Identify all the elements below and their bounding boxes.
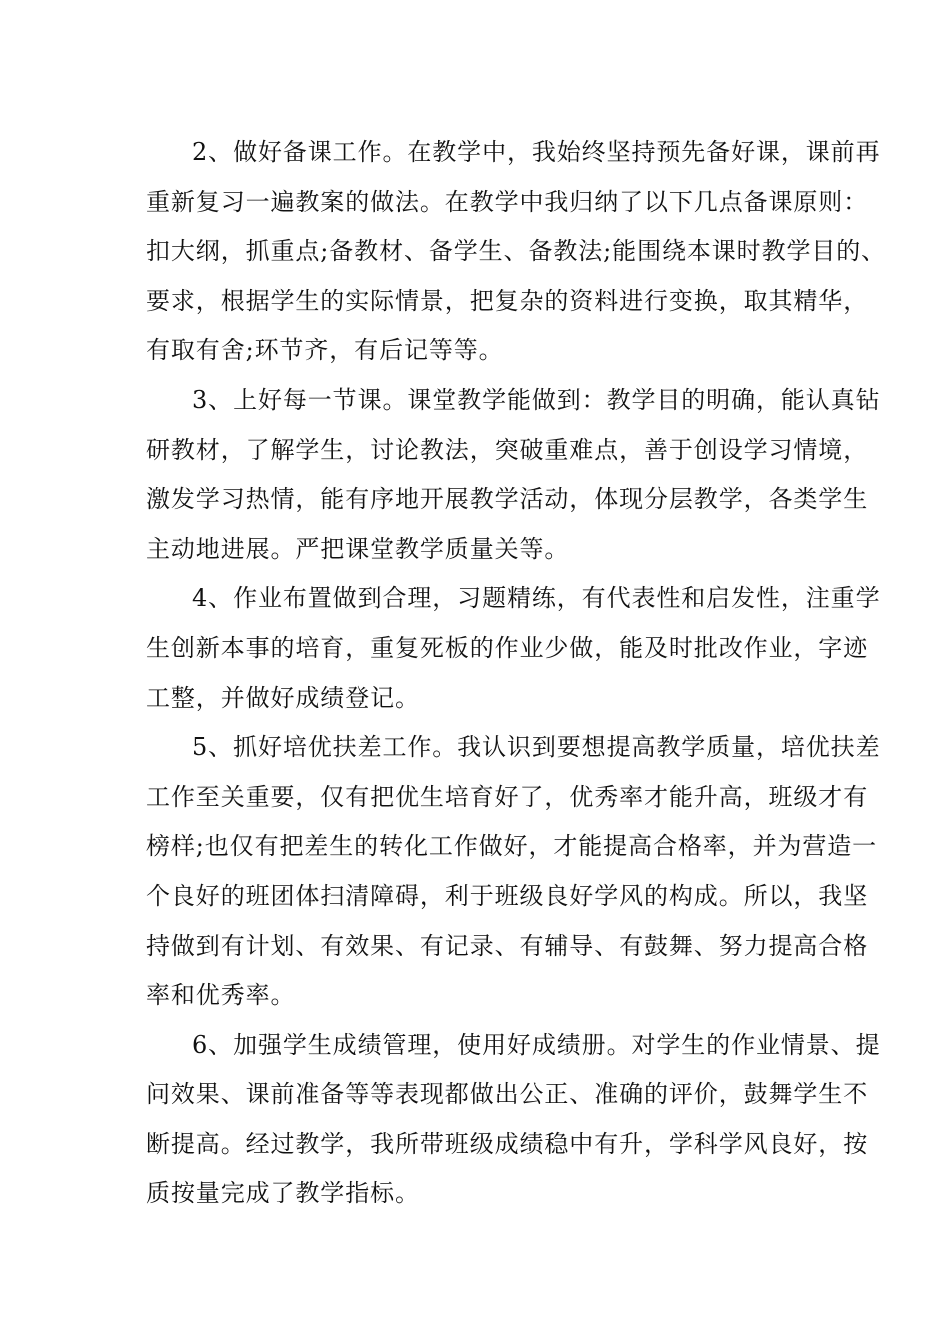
paragraph-4-line-2: 生创新本事的培育，重复死板的作业少做，能及时批改作业，字迹	[146, 633, 869, 662]
paragraph-2-line-3: 扣大纲，抓重点;备教材、备学生、备教法;能围绕本课时教学目的、	[146, 237, 887, 266]
paragraph-6-line-4: 质按量完成了教学指标。	[146, 1179, 420, 1208]
paragraph-2-line-1: 2、做好备课工作。在教学中，我始终坚持预先备好课，课前再	[192, 138, 881, 166]
paragraph-3-line-3: 激发学习热情，能有序地开展教学活动，体现分层教学，各类学生	[146, 485, 869, 514]
paragraph-2-line-2: 重新复习一遍教案的做法。在教学中我归纳了以下几点备课原则：	[146, 187, 869, 216]
paragraph-5-line-3: 榜样;也仅有把差生的转化工作做好，才能提高合格率，并为营造一	[146, 832, 878, 861]
paragraph-2-line-5: 有取有舍;环节齐，有后记等等。	[146, 336, 504, 365]
paragraph-4-line-1: 4、作业布置做到合理，习题精练，有代表性和启发性，注重学	[192, 584, 881, 613]
paragraph-5-line-5: 持做到有计划、有效果、有记录、有辅导、有鼓舞、努力提高合格	[146, 931, 869, 960]
paragraph-5-line-1: 5、抓好培优扶差工作。我认识到要想提高教学质量，培优扶差	[192, 733, 881, 762]
document-body	[146, 128, 887, 1219]
paragraph-6-line-3: 断提高。经过教学，我所带班级成绩稳中有升，学科学风良好，按	[146, 1129, 869, 1158]
paragraph-5-line-4: 个良好的班团体扫清障碍，利于班级良好学风的构成。所以，我坚	[146, 881, 869, 910]
paragraph-3-line-1: 3、上好每一节课。课堂教学能做到：教学目的明确，能认真钻	[192, 385, 881, 414]
paragraph-2-line-4: 要求，根据学生的实际情景，把复杂的资料进行变换，取其精华，	[146, 286, 869, 315]
paragraph-4-line-3: 工整，并做好成绩登记。	[146, 683, 420, 712]
paragraph-3-line-2: 研教材，了解学生，讨论教法，突破重难点，善于创设学习情境，	[146, 435, 869, 464]
paragraph-5-line-6: 率和优秀率。	[146, 981, 296, 1010]
paragraph-5-line-2: 工作至关重要，仅有把优生培育好了，优秀率才能升高，班级才有	[146, 782, 869, 811]
paragraph-3-line-4: 主动地进展。严把课堂教学质量关等。	[146, 534, 570, 563]
paragraph-6-line-2: 问效果、课前准备等等表现都做出公正、准确的评价，鼓舞学生不	[146, 1080, 869, 1109]
paragraph-6-line-1: 6、加强学生成绩管理，使用好成绩册。对学生的作业情景、提	[192, 1030, 881, 1059]
